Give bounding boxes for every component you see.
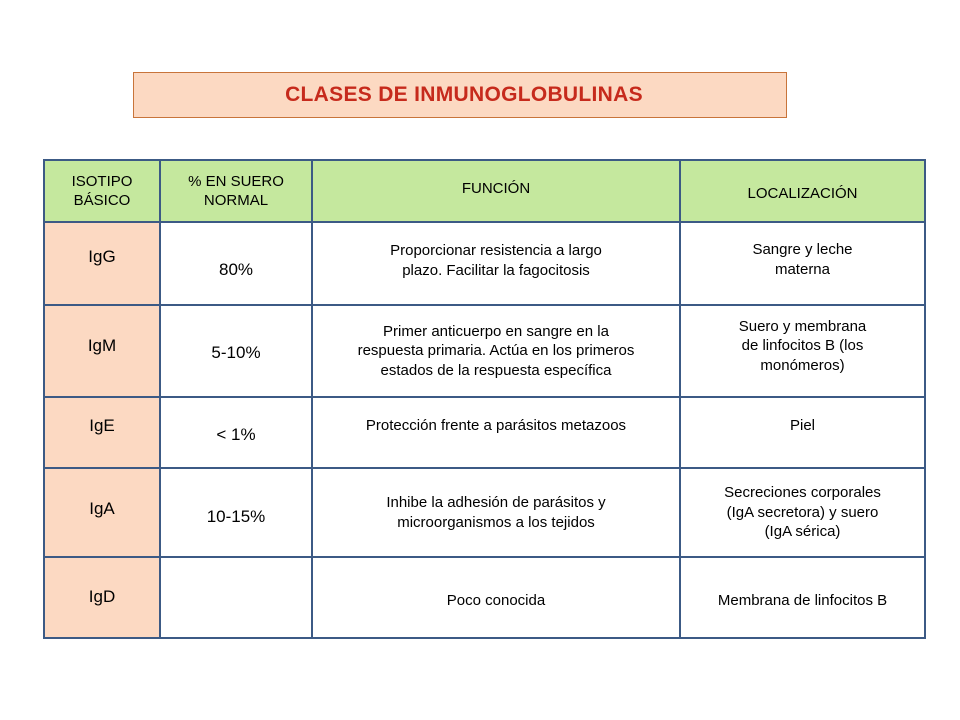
percentage-cell xyxy=(161,558,311,637)
function-cell: Proporcionar resistencia a largo plazo. Facilitar la fagocitosis xyxy=(390,242,602,279)
header-localizacion: LOCALIZACIÓN xyxy=(747,185,858,203)
location-cell: Suero y membrana de linfocitos B (los monómeros) xyxy=(738,317,867,374)
percentage-cell: < 1% xyxy=(216,425,256,445)
isotype-cell: IgG xyxy=(88,247,116,267)
header-suero: % EN SUERO NORMAL xyxy=(188,172,284,209)
function-cell: Inhibe la adhesión de parásitos y microorganismos a los tejidos xyxy=(386,494,606,531)
isotype-cell: IgA xyxy=(89,499,115,519)
percentage-cell: 5-10% xyxy=(211,342,261,362)
percentage-cell: 80% xyxy=(218,260,254,280)
isotype-cell: IgE xyxy=(89,416,115,436)
header-funcion: FUNCIÓN xyxy=(461,180,531,198)
isotype-cell: IgD xyxy=(88,587,116,607)
percentage-cell: 10-15% xyxy=(206,507,266,527)
grid-line xyxy=(43,637,926,639)
header-isotipo: ISOTIPO BÁSICO xyxy=(71,172,133,209)
location-cell: Membrana de linfocitos B xyxy=(717,591,888,609)
function-cell: Protección frente a parásitos metazoos xyxy=(365,416,627,434)
page-title: CLASES DE INMUNOGLOBULINAS xyxy=(285,83,643,106)
function-cell: Poco conocida xyxy=(446,591,546,609)
isotype-cell: IgM xyxy=(87,335,117,355)
function-cell: Primer anticuerpo en sangre en la respuesta primaria. Actúa en los primeros estados de la respuesta específica xyxy=(357,322,635,379)
location-cell: Sangre y leche materna xyxy=(752,241,853,278)
title-box xyxy=(133,72,787,118)
location-cell: Secreciones corporales (IgA secretora) y suero (IgA sérica) xyxy=(724,484,881,541)
location-cell: Piel xyxy=(789,416,815,434)
grid-line xyxy=(924,159,926,639)
immunoglobulin-table xyxy=(43,159,926,639)
